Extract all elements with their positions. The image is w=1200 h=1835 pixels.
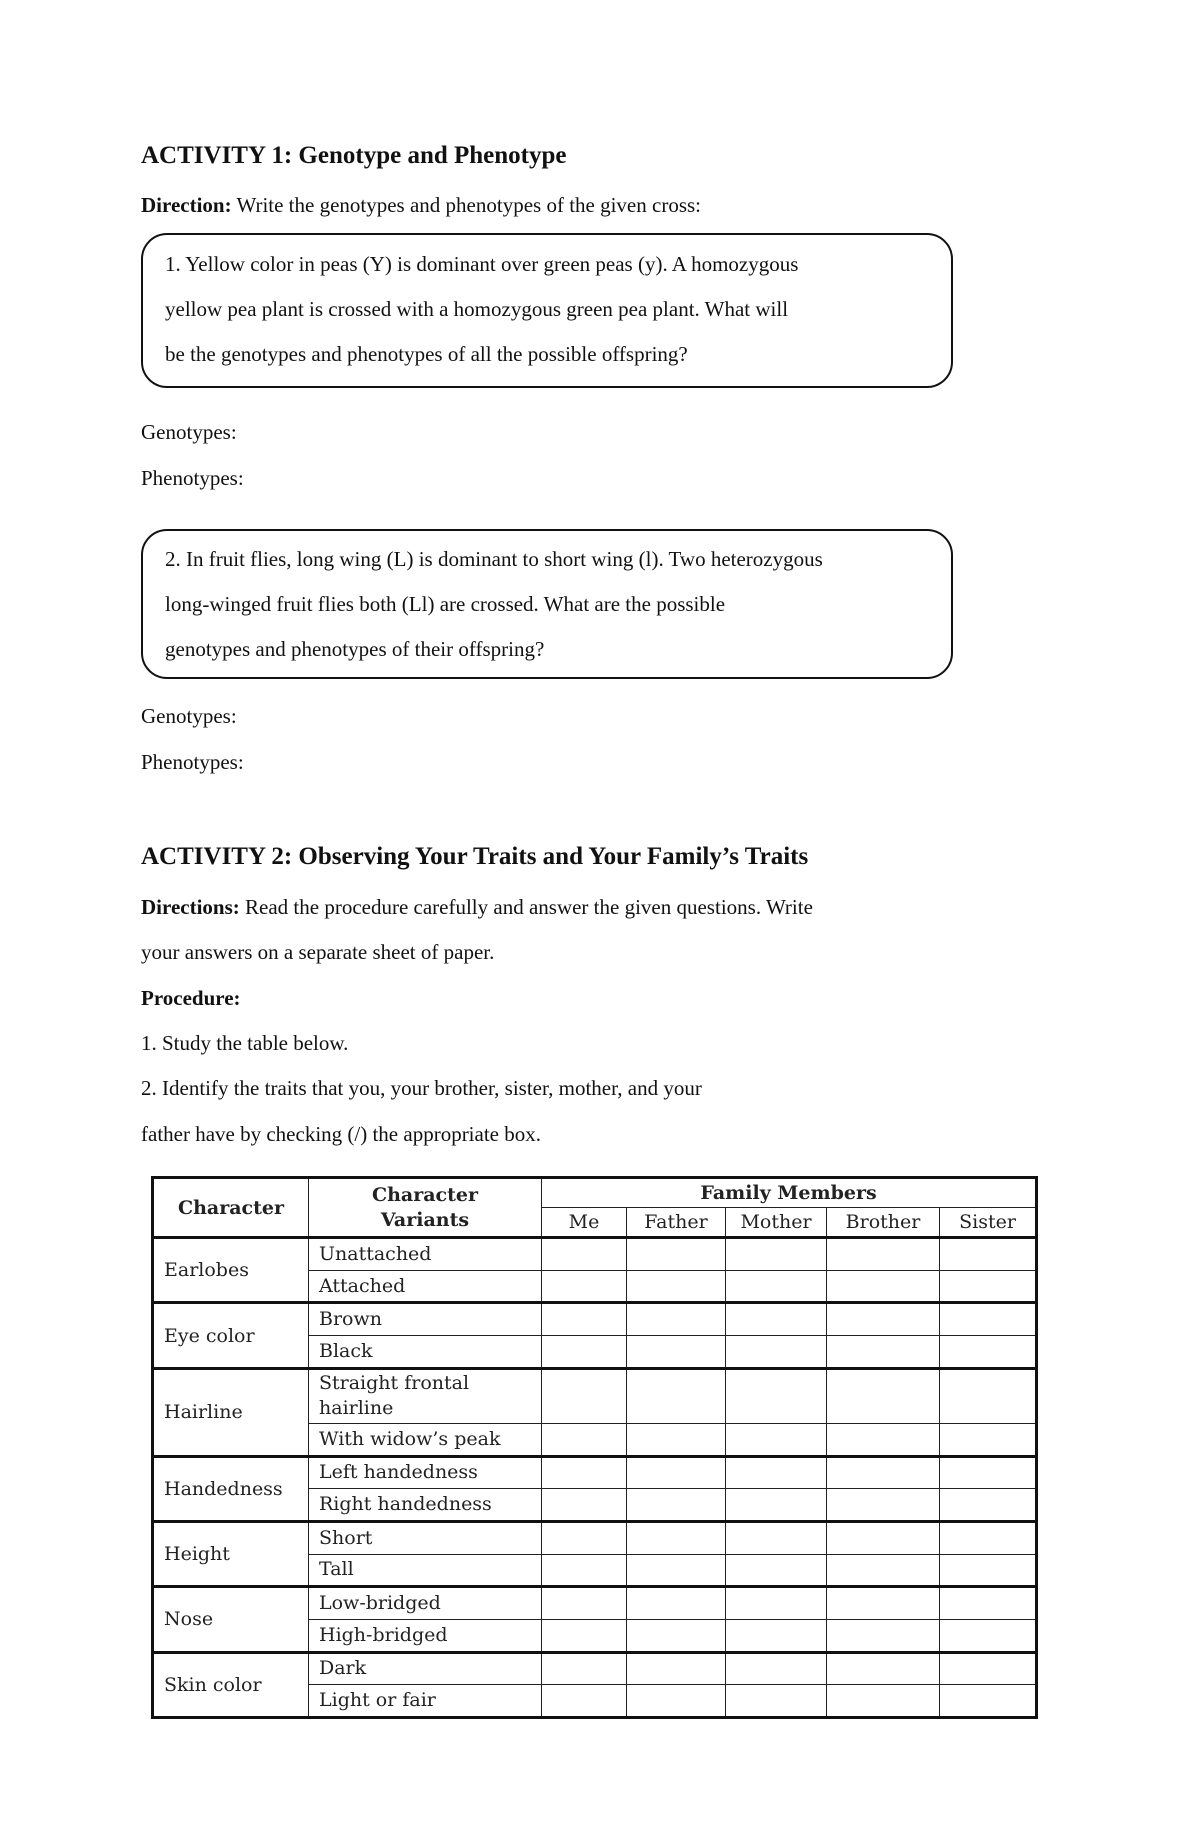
check-cell-me[interactable] [542, 1554, 627, 1587]
check-cell-brother[interactable] [827, 1270, 940, 1303]
check-cell-me[interactable] [542, 1238, 627, 1271]
check-cell-father[interactable] [627, 1489, 726, 1522]
check-cell-mother[interactable] [726, 1685, 827, 1718]
problem-2-box [141, 529, 953, 679]
header-member-me: Me [542, 1208, 627, 1238]
check-cell-father[interactable] [627, 1303, 726, 1336]
check-cell-mother[interactable] [726, 1587, 827, 1620]
problem-2-line: 2. In fruit flies, long wing (L) is dominant to short wing (l). Two heterozygous [165, 547, 823, 571]
check-cell-me[interactable] [542, 1521, 627, 1554]
check-cell-brother[interactable] [827, 1489, 940, 1522]
check-cell-brother[interactable] [827, 1554, 940, 1587]
check-cell-sister[interactable] [940, 1489, 1037, 1522]
problem-1-line: be the genotypes and phenotypes of all the possible offspring? [165, 342, 688, 366]
direction-label: Direction: [141, 193, 232, 217]
check-cell-brother[interactable] [827, 1456, 940, 1489]
check-cell-father[interactable] [627, 1368, 726, 1423]
check-cell-father[interactable] [627, 1652, 726, 1685]
header-member-father: Father [627, 1208, 726, 1238]
check-cell-sister[interactable] [940, 1685, 1037, 1718]
check-cell-sister[interactable] [940, 1336, 1037, 1369]
table-row [153, 1652, 1037, 1685]
check-cell-sister[interactable] [940, 1368, 1037, 1423]
check-cell-sister[interactable] [940, 1303, 1037, 1336]
problem-2-line: long-winged fruit flies both (Ll) are crossed. What are the possible [165, 592, 726, 616]
check-cell-brother[interactable] [827, 1423, 940, 1456]
header-member-brother: Brother [827, 1208, 940, 1238]
check-cell-brother[interactable] [827, 1336, 940, 1369]
variant-cell: Short [309, 1521, 542, 1554]
check-cell-father[interactable] [627, 1619, 726, 1652]
check-cell-mother[interactable] [726, 1303, 827, 1336]
check-cell-sister[interactable] [940, 1270, 1037, 1303]
problem-1-genotypes-label: Genotypes: [141, 420, 237, 444]
character-cell: Hairline [153, 1368, 309, 1456]
header-member-sister: Sister [940, 1208, 1037, 1238]
character-cell: Skin color [153, 1652, 309, 1717]
variant-cell: High-bridged [309, 1619, 542, 1652]
variant-cell: Left handedness [309, 1456, 542, 1489]
check-cell-me[interactable] [542, 1270, 627, 1303]
table-row [153, 1238, 1037, 1271]
check-cell-mother[interactable] [726, 1554, 827, 1587]
header-character-variants [309, 1178, 542, 1238]
activity2-title-part1: ACTIVITY 2 [141, 843, 284, 870]
header-variants-line2: Variants [380, 1208, 470, 1231]
check-cell-sister[interactable] [940, 1238, 1037, 1271]
problem-1-phenotypes-label: Phenotypes: [141, 466, 244, 490]
header-family-members: Family Members [542, 1178, 1037, 1208]
procedure-step: father have by checking (/) the appropriate box. [141, 1122, 541, 1146]
check-cell-brother[interactable] [827, 1619, 940, 1652]
variant-cell: Straight frontal hairline [309, 1368, 542, 1423]
table-row [153, 1456, 1037, 1489]
activity1-direction [141, 193, 701, 218]
check-cell-brother[interactable] [827, 1238, 940, 1271]
activity2-title [141, 843, 808, 871]
traits-table [151, 1176, 1038, 1719]
check-cell-me[interactable] [542, 1456, 627, 1489]
character-cell: Eye color [153, 1303, 309, 1368]
character-cell: Nose [153, 1587, 309, 1652]
check-cell-brother[interactable] [827, 1652, 940, 1685]
check-cell-sister[interactable] [940, 1652, 1037, 1685]
direction-text: Write the genotypes and phenotypes of the given cross: [231, 193, 701, 217]
variant-cell: Brown [309, 1303, 542, 1336]
check-cell-mother[interactable] [726, 1238, 827, 1271]
activity1-title: ACTIVITY 1: Genotype and Phenotype [141, 142, 567, 169]
procedure-label: Procedure: [141, 986, 241, 1010]
check-cell-brother[interactable] [827, 1685, 940, 1718]
variant-cell: Black [309, 1336, 542, 1369]
check-cell-brother[interactable] [827, 1587, 940, 1620]
check-cell-sister[interactable] [940, 1619, 1037, 1652]
check-cell-sister[interactable] [940, 1587, 1037, 1620]
problem-1-line: yellow pea plant is crossed with a homozygous green pea plant. What will [165, 297, 789, 321]
problem-2-line: genotypes and phenotypes of their offspring? [165, 637, 545, 661]
procedure-step: 1. Study the table below. [141, 1031, 349, 1055]
check-cell-sister[interactable] [940, 1554, 1037, 1587]
variant-cell: With widow’s peak [309, 1423, 542, 1456]
problem-1-box [141, 233, 953, 388]
check-cell-me[interactable] [542, 1489, 627, 1522]
check-cell-sister[interactable] [940, 1456, 1037, 1489]
check-cell-father[interactable] [627, 1456, 726, 1489]
check-cell-father[interactable] [627, 1521, 726, 1554]
problem-2-genotypes-label: Genotypes: [141, 704, 237, 728]
check-cell-mother[interactable] [726, 1270, 827, 1303]
check-cell-me[interactable] [542, 1303, 627, 1336]
procedure-step: 2. Identify the traits that you, your brother, sister, mother, and your [141, 1076, 702, 1100]
check-cell-brother[interactable] [827, 1368, 940, 1423]
header-variants-line1: Character [371, 1183, 478, 1206]
variant-cell: Unattached [309, 1238, 542, 1271]
directions-line1: Read the procedure carefully and answer the given questions. Write [239, 895, 813, 919]
problem-1-line: 1. Yellow color in peas (Y) is dominant over green peas (y). A homozygous [165, 252, 799, 276]
check-cell-mother[interactable] [726, 1619, 827, 1652]
check-cell-mother[interactable] [726, 1456, 827, 1489]
activity2-directions [141, 895, 813, 920]
check-cell-me[interactable] [542, 1652, 627, 1685]
check-cell-father[interactable] [627, 1423, 726, 1456]
directions-label: Directions: [141, 895, 240, 919]
table-row [153, 1368, 1037, 1423]
check-cell-sister[interactable] [940, 1521, 1037, 1554]
check-cell-brother[interactable] [827, 1303, 940, 1336]
check-cell-mother[interactable] [726, 1489, 827, 1522]
table-row [153, 1303, 1037, 1336]
check-cell-father[interactable] [627, 1587, 726, 1620]
check-cell-me[interactable] [542, 1685, 627, 1718]
check-cell-father[interactable] [627, 1685, 726, 1718]
check-cell-me[interactable] [542, 1336, 627, 1369]
header-character: Character [153, 1178, 309, 1238]
check-cell-mother[interactable] [726, 1368, 827, 1423]
activity2-title-part2: : Observing Your Traits and Your Family’s Traits [283, 843, 809, 870]
check-cell-mother[interactable] [726, 1423, 827, 1456]
check-cell-father[interactable] [627, 1336, 726, 1369]
variant-cell: Light or fair [309, 1685, 542, 1718]
table-row [153, 1587, 1037, 1620]
character-cell: Handedness [153, 1456, 309, 1521]
character-cell: Height [153, 1521, 309, 1586]
character-cell: Earlobes [153, 1238, 309, 1303]
check-cell-me[interactable] [542, 1619, 627, 1652]
check-cell-father[interactable] [627, 1270, 726, 1303]
check-cell-sister[interactable] [940, 1423, 1037, 1456]
check-cell-me[interactable] [542, 1368, 627, 1423]
variant-cell: Right handedness [309, 1489, 542, 1522]
check-cell-mother[interactable] [726, 1336, 827, 1369]
variant-cell: Attached [309, 1270, 542, 1303]
check-cell-me[interactable] [542, 1587, 627, 1620]
check-cell-mother[interactable] [726, 1652, 827, 1685]
directions-line2: your answers on a separate sheet of paper. [141, 940, 495, 964]
table-row [153, 1521, 1037, 1554]
check-cell-father[interactable] [627, 1238, 726, 1271]
problem-2-phenotypes-label: Phenotypes: [141, 750, 244, 774]
variant-cell: Low-bridged [309, 1587, 542, 1620]
check-cell-father[interactable] [627, 1554, 726, 1587]
check-cell-mother[interactable] [726, 1521, 827, 1554]
header-member-mother: Mother [726, 1208, 827, 1238]
variant-cell: Tall [309, 1554, 542, 1587]
check-cell-me[interactable] [542, 1423, 627, 1456]
check-cell-brother[interactable] [827, 1521, 940, 1554]
variant-cell: Dark [309, 1652, 542, 1685]
